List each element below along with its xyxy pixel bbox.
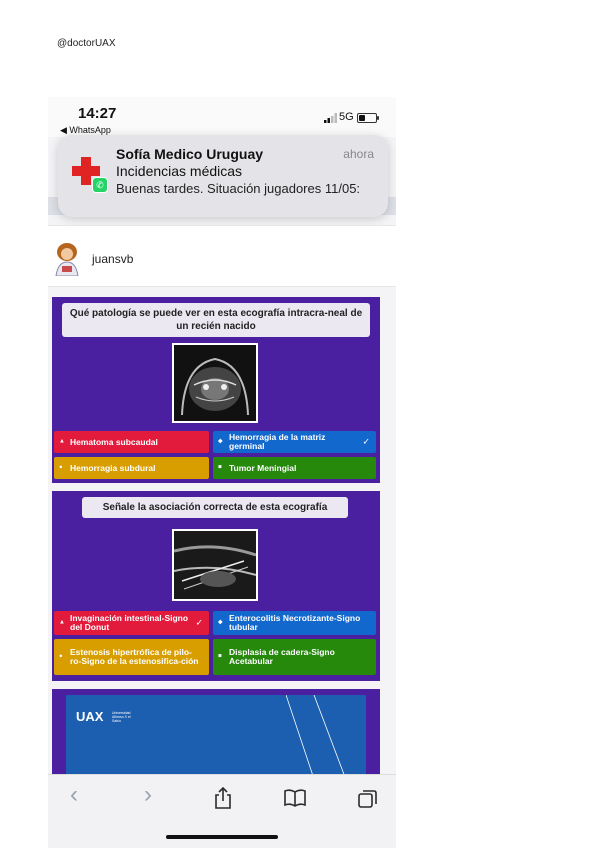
check-icon: ✓ bbox=[362, 436, 370, 447]
share-icon[interactable] bbox=[214, 787, 232, 809]
uax-logo: UAX bbox=[76, 709, 104, 724]
uax-panel bbox=[66, 695, 366, 779]
answer-label: Hematoma subcaudal bbox=[70, 436, 158, 447]
watermark: @doctorUAX bbox=[57, 38, 116, 49]
answer-label: Invaginación intestinal-Signo del Donut bbox=[70, 613, 189, 632]
answer-label: Tumor Meningial bbox=[229, 462, 297, 473]
notification-group: Incidencias médicas bbox=[116, 163, 243, 179]
answer-3[interactable] bbox=[54, 639, 209, 675]
signal-icon bbox=[324, 113, 338, 123]
diamond-icon: ◆ bbox=[218, 619, 223, 626]
answer-1[interactable] bbox=[54, 611, 209, 635]
phone-screen bbox=[48, 97, 396, 848]
quiz-question: Señale la asociación correcta de esta ecografía bbox=[82, 497, 348, 518]
triangle-icon: ▲ bbox=[59, 619, 65, 626]
quiz-question: Qué patología se puede ver en esta ecografía intracra-neal de un recién nacido bbox=[62, 303, 370, 337]
whatsapp-icon: ✆ bbox=[92, 177, 108, 193]
back-to-app-link[interactable]: ◀ WhatsApp bbox=[60, 125, 111, 135]
network-label: 5G bbox=[339, 111, 354, 123]
circle-icon: ● bbox=[59, 653, 63, 660]
status-bar bbox=[48, 97, 396, 137]
square-icon: ■ bbox=[218, 653, 222, 660]
square-icon: ■ bbox=[218, 464, 222, 471]
notification-banner[interactable] bbox=[58, 135, 388, 217]
post-username[interactable]: juansvb bbox=[92, 252, 134, 266]
avatar[interactable] bbox=[52, 240, 82, 276]
uax-slide bbox=[52, 689, 380, 779]
uax-logo-subtitle: Universidad Alfonso X el Sabio bbox=[112, 711, 131, 723]
answer-label: Displasia de cadera-Signo Acetabular bbox=[229, 647, 335, 666]
back-button[interactable]: ‹ bbox=[70, 781, 78, 808]
answer-label: Estenosis hipertrófica de pilo-ro-Signo de la estenosifica-ción bbox=[70, 647, 199, 666]
answer-4[interactable] bbox=[213, 639, 376, 675]
post-header bbox=[48, 225, 396, 287]
browser-toolbar bbox=[48, 774, 396, 848]
answer-label: Hemorragia subdural bbox=[70, 462, 156, 473]
status-time: 14:27 bbox=[78, 105, 117, 122]
check-icon: ✓ bbox=[195, 617, 203, 628]
red-cross-app-icon bbox=[70, 155, 104, 190]
forward-button[interactable]: › bbox=[144, 781, 152, 808]
diamond-icon: ◆ bbox=[218, 438, 223, 445]
decorative-lines bbox=[286, 695, 366, 779]
ultrasound-image bbox=[172, 343, 258, 423]
answer-label: Hemorragia de la matriz germinal bbox=[229, 432, 326, 451]
tabs-icon[interactable] bbox=[358, 789, 378, 809]
battery-icon bbox=[357, 113, 377, 123]
answer-3[interactable] bbox=[54, 457, 209, 479]
answer-4[interactable] bbox=[213, 457, 376, 479]
answer-1[interactable] bbox=[54, 431, 209, 453]
notification-message: Buenas tardes. Situación jugadores 11/05: bbox=[116, 181, 361, 196]
ultrasound-image bbox=[172, 529, 258, 601]
answer-2[interactable] bbox=[213, 431, 376, 453]
answer-2[interactable] bbox=[213, 611, 376, 635]
home-indicator bbox=[166, 835, 278, 839]
book-icon[interactable] bbox=[284, 789, 306, 807]
circle-icon: ● bbox=[59, 464, 63, 471]
quiz-slide-2 bbox=[52, 491, 380, 681]
answer-label: Enterocolitis Necrotizante-Signo tubular bbox=[229, 613, 361, 632]
quiz-slide-1 bbox=[52, 297, 380, 483]
notification-sender: Sofía Medico Uruguay bbox=[116, 146, 264, 162]
notification-time: ahora bbox=[343, 147, 374, 161]
triangle-icon: ▲ bbox=[59, 438, 65, 445]
